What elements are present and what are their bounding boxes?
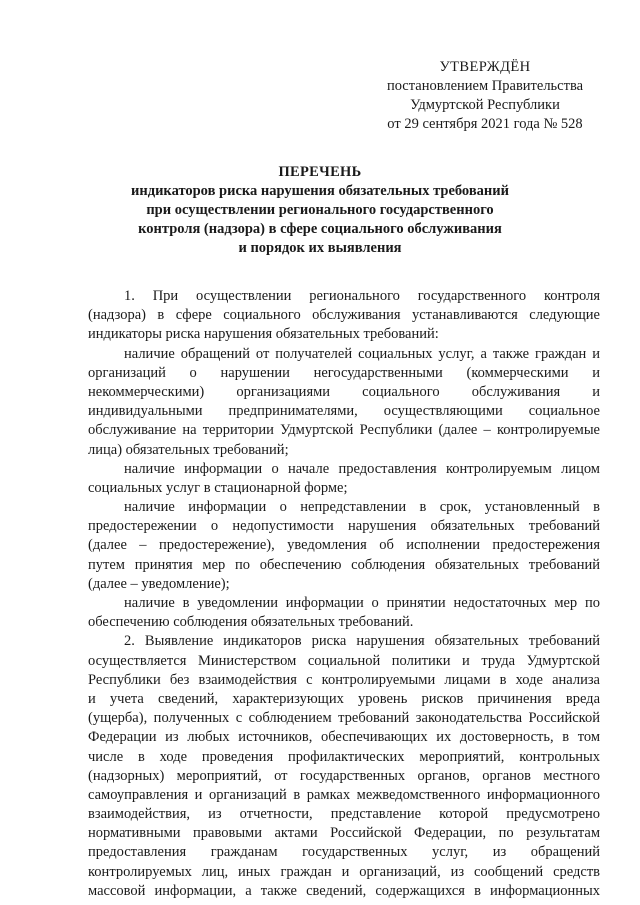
body-text-line: обслуживание на территории Удмуртской Республики (далее – контролируемые <box>88 422 600 439</box>
body-text-line: числе в ходе проведения профилактических мероприятий, контрольных <box>88 748 600 765</box>
body-text-line: (далее – предостережение), уведомления об исполнении предостережения <box>88 537 600 554</box>
body-text-line: (далее – уведомление); <box>88 575 230 592</box>
body-text-line: самоуправления и организаций в рамках межведомственного информационного <box>88 786 600 803</box>
body-text-line: наличие обращений от получателей социальных услуг, а также граждан и <box>124 345 600 362</box>
body-text-line: взаимодействия, из отчетности, представление которой предусмотрено <box>88 806 600 823</box>
document-body <box>88 287 600 901</box>
body-text-line: и учета сведений, характеризующих уровень рисков причинения вреда <box>88 690 600 707</box>
body-text-line: (надзорных) мероприятий, от государственных органов, органов местного <box>88 767 600 784</box>
body-text-line: наличие в уведомлении информации о принятии недостаточных мер по <box>124 595 600 611</box>
body-text-line: 2. Выявление индикаторов риска нарушения обязательных требований <box>124 633 600 650</box>
body-text-line: массовой информации, а также сведений, содержащихся в информационных <box>88 882 600 899</box>
body-text-line: предоставления гражданам государственных услуг, из обращений <box>88 844 600 861</box>
document-subtitle-line: и порядок их выявления <box>238 240 402 256</box>
body-text-line: (ущерба), полученных с соблюдением требований законодательства Российской <box>88 710 600 727</box>
body-text-line: контролируемых лиц, иных граждан и организаций, из сообщений средств <box>88 863 600 880</box>
approval-line: от 29 сентября 2021 года № 528 <box>387 116 583 132</box>
body-text-line: путем принятия мер по обеспечению соблюдения обязательных требований <box>88 556 600 573</box>
approval-title: УТВЕРЖДЁН <box>439 59 531 75</box>
body-text-line: Республики без взаимодействия с контролируемыми лицами в ходе анализа <box>88 671 600 688</box>
body-text-line: Федерации из любых источников, обеспечивающих их достоверность, в том <box>88 729 600 746</box>
body-text-line: нормативными правовыми актами Российской Федерации, по результатам <box>88 825 600 842</box>
body-text-line: организаций о нарушении негосударственными (коммерческими и <box>88 364 600 381</box>
approval-stamp <box>370 58 600 134</box>
document-subtitle-line: индикаторов риска нарушения обязательных требований <box>131 183 509 199</box>
document-heading <box>110 163 530 258</box>
document-title: ПЕРЕЧЕНЬ <box>278 164 362 180</box>
body-text-line: индикаторы риска нарушения обязательных требований: <box>88 326 439 343</box>
body-text-line: индивидуальными предпринимателями, осуществляющими социальное <box>88 403 600 420</box>
body-text-line: осуществляется Министерством социальной политики и труда Удмуртской <box>88 652 600 669</box>
body-text-line: 1. При осуществлении регионального государственного контроля <box>124 288 600 304</box>
body-text-line: обеспечению соблюдения обязательных требований. <box>88 614 414 631</box>
document-subtitle-line: контроля (надзора) в сфере социального обслуживания <box>138 221 502 237</box>
approval-line: Удмуртской Республики <box>410 97 560 113</box>
body-text-line: (надзора) в сфере социального обслуживания устанавливаются следующие <box>88 307 600 324</box>
approval-line: постановлением Правительства <box>386 78 584 94</box>
body-text-line: социальных услуг в стационарной форме; <box>88 479 348 496</box>
body-text-line: наличие информации о начале предоставления контролируемым лицом <box>124 460 600 477</box>
body-text-line: лица) обязательных требований; <box>88 441 289 458</box>
body-text-line: некоммерческими) организациями социального обслуживания и <box>88 383 600 400</box>
body-text-line: предостережении о недопустимости нарушения обязательных требований <box>88 518 600 535</box>
body-text-line: наличие информации о непредставлении в срок, установленный в <box>124 499 600 516</box>
document-subtitle-line: при осуществлении регионального государственного <box>146 202 494 218</box>
